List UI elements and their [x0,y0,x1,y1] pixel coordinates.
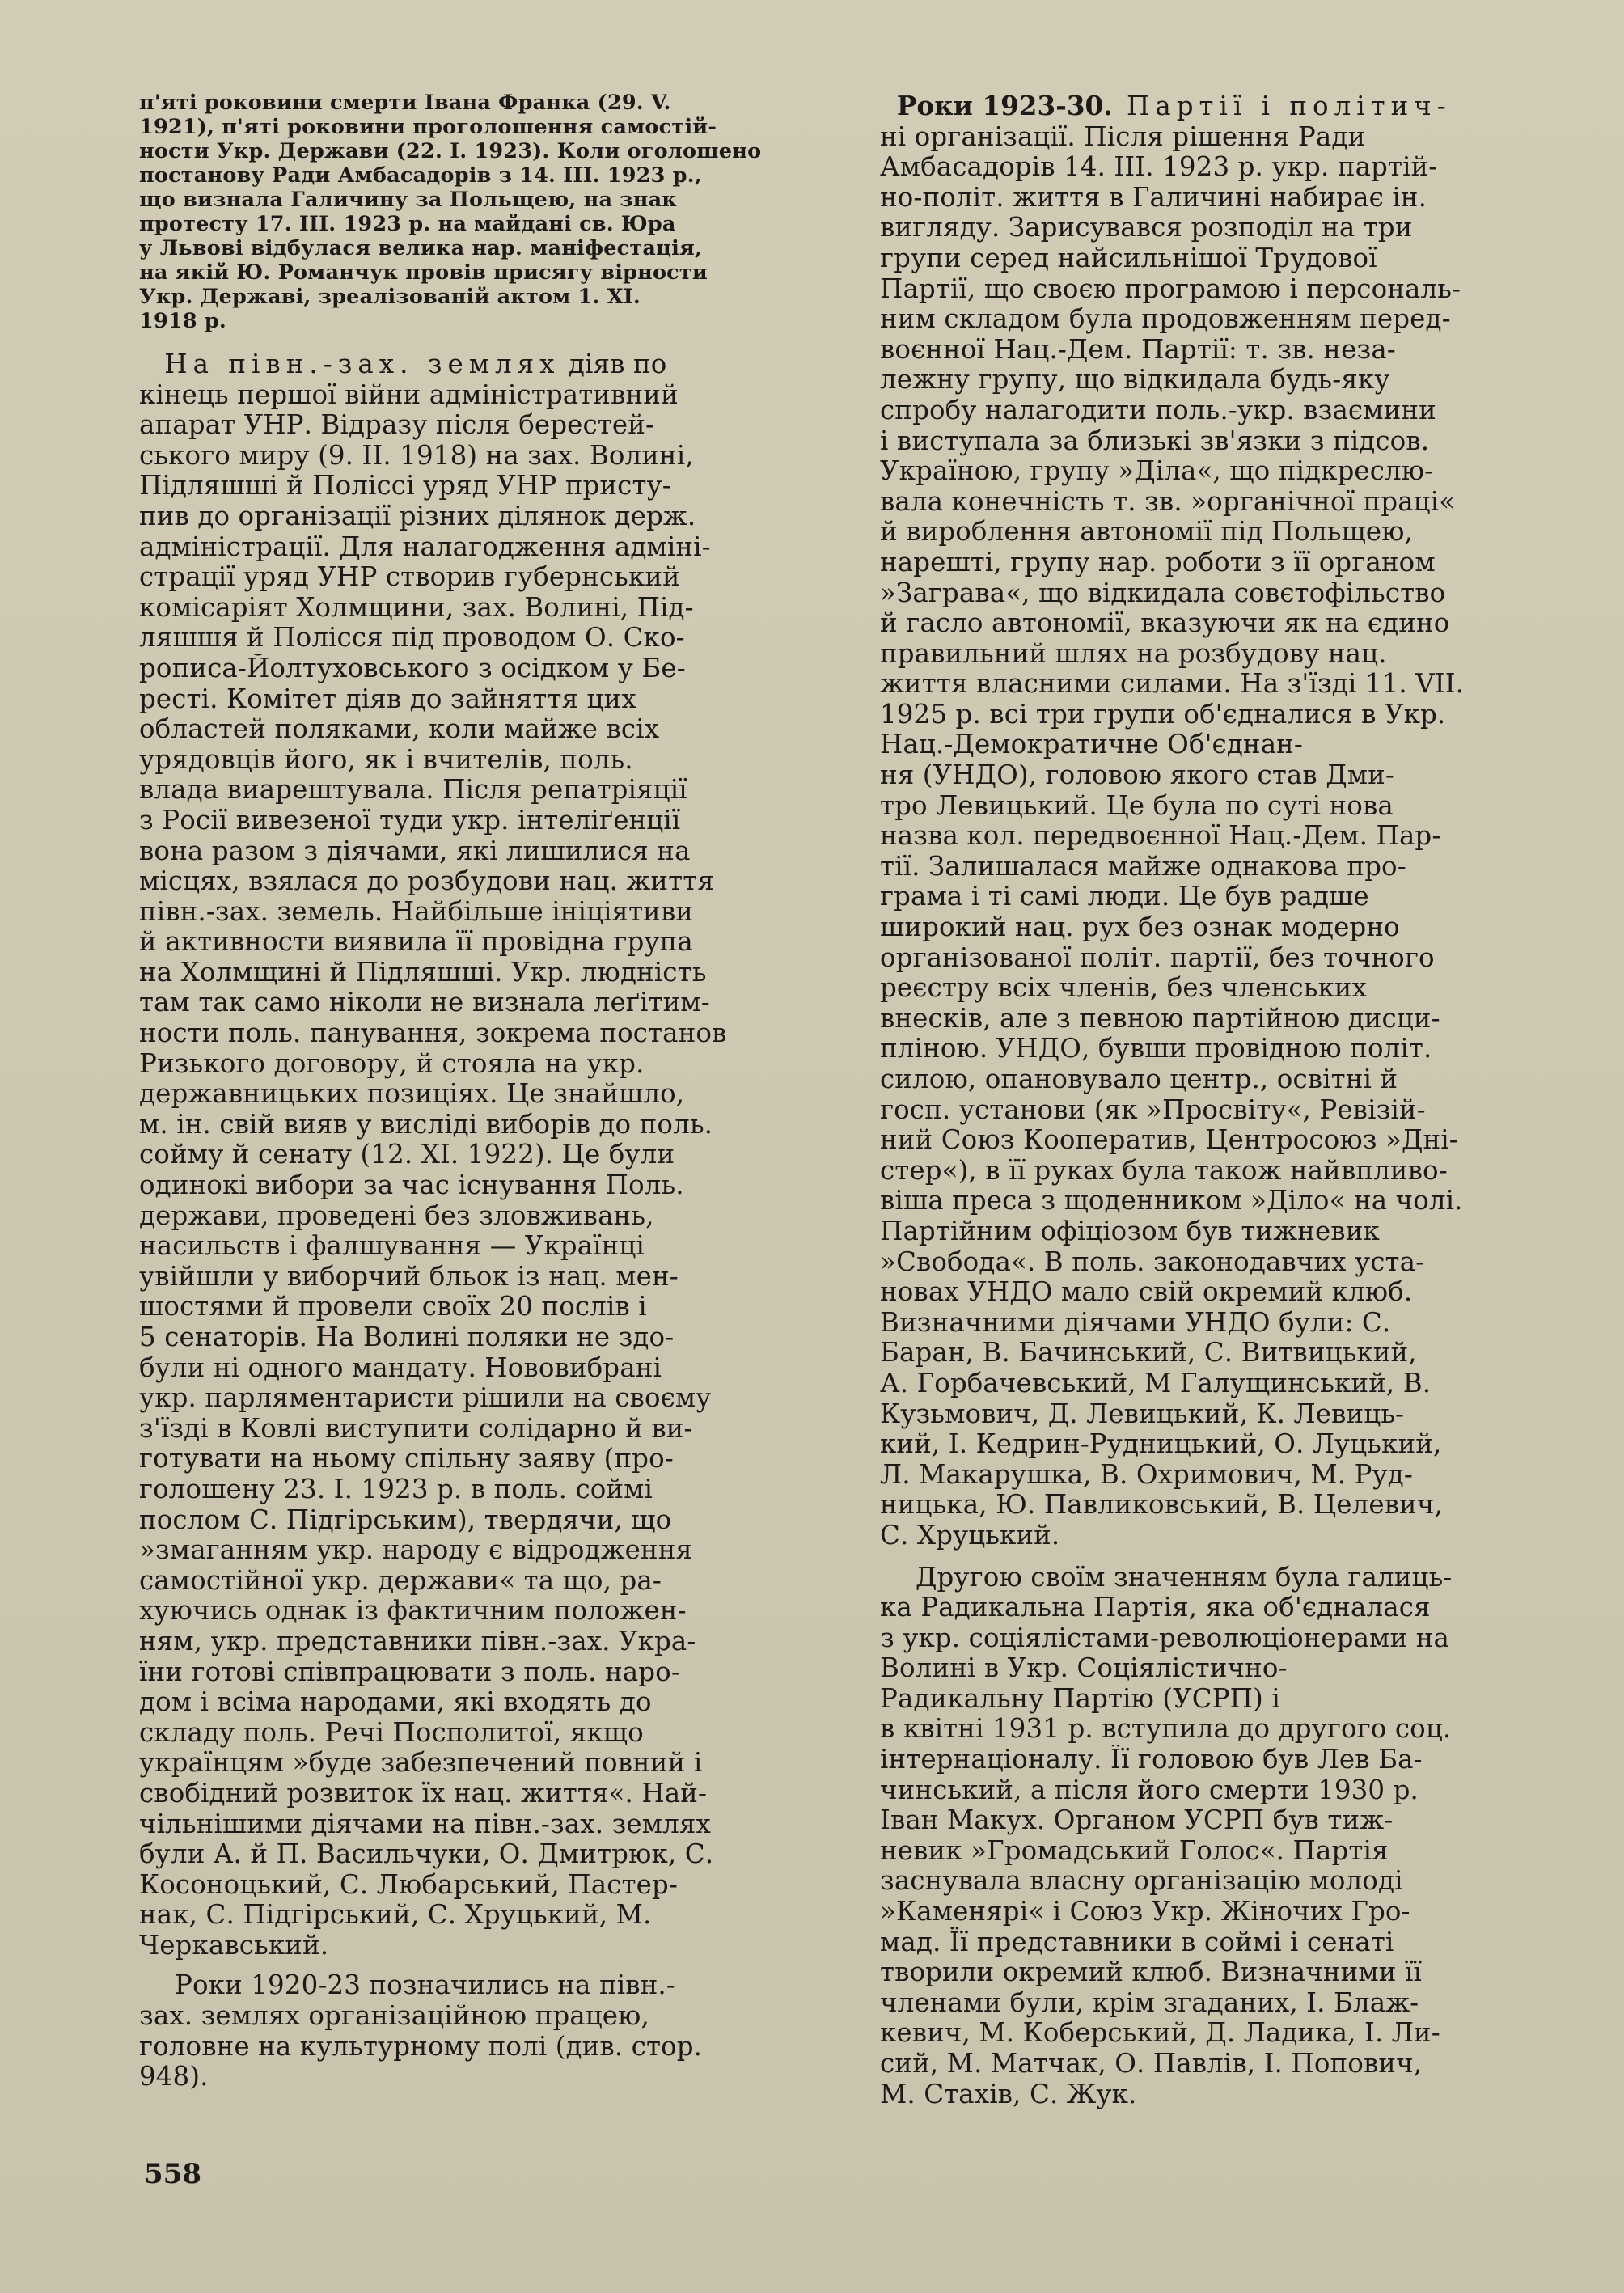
paragraph-first-line [139,349,828,380]
text-line: шостями й провели своїх 20 послів і [139,1292,647,1322]
text-line: Нац.-Демократичне Об'єднан- [880,730,1304,760]
text-line: ня (УНДО), головою якого став Дми- [880,760,1394,791]
text-line: правильний шлях на розбудову нац. [880,638,1387,669]
text-line: послом С. Підгірським), твердячи, що [139,1504,672,1535]
text-line: з Росії вивезеної туди укр. інтеліґенції [139,805,681,836]
text-line: сойму й сенату (12. XI. 1922). Це були [139,1140,675,1170]
text-line: ницька, Ю. Павликовський, В. Целевич, [880,1490,1443,1521]
text-line: мад. Її представники в соймі і сенаті [880,1927,1394,1957]
text-line: що визнала Галичину за Польщею, на знак [139,188,677,212]
text-line: ресті. Комітет діяв до зайняття цих [139,683,636,714]
text-line: Підляшші й Поліссі уряд УНР присту- [139,471,671,501]
text-line: ляшшя й Полісся під проводом О. Ско- [139,623,685,654]
text-line: новах УНДО мало свій окремий клюб. [880,1277,1413,1308]
text-line: 1925 р. всі три групи об'єдналися в Укр. [880,699,1446,730]
text-line: й активности виявила її провідна група [139,927,693,958]
text-line: 1921), п'яті роковини проголошення самостій- [139,115,717,139]
text-line: Україною, групу »Діла«, що підкреслю- [880,456,1434,487]
text-line: тії. Залишалася майже однакова про- [880,851,1406,882]
text-line: і виступала за близькі зв'язки з підсов. [880,425,1430,456]
text-line: державницьких позиціях. Це знайшло, [139,1079,685,1110]
text-line: нак, С. Підгірський, С. Хруцький, М. [139,1900,652,1931]
text-line: були А. й П. Васильчуки, О. Дмитрюк, С. [139,1839,714,1870]
text-line: »Свобода«. В поль. законодавчих уста- [880,1246,1425,1277]
text-line: й гасло автономії, вказуючи як на єдино [880,608,1450,639]
text-line: силою, опановувало центр., освітні й [880,1064,1398,1094]
section-subheading-parties: Партії і політич- [1112,91,1452,121]
text-line: м. ін. свій вияв у висліді виборів до поль. [139,1109,713,1140]
paragraph-gap [880,1551,1566,1563]
text-line: рописа-Йолтуховського з осідком у Бе- [139,653,686,683]
text-line: адміністрації. Для налагодження адміні- [139,531,711,562]
text-line: влада виарештувала. Після репатріяції [139,775,687,806]
text-line: 1918 р. [139,309,226,333]
radical-party-paragraph [880,1563,1566,2110]
text-line: чільнішими діячами на півн.-зах. землях [139,1809,711,1839]
text-line: Іван Макух. Органом УСРП був тиж- [880,1805,1394,1836]
text-line: Другою своїм значенням була галиць- [916,1562,1453,1593]
years-1923-30-paragraph [880,91,1566,1551]
paragraph-gap [139,333,828,349]
text-line: творили окремий клюб. Визначними її [880,1957,1422,1988]
text-line: страції уряд УНР створив губернський [139,562,680,593]
text-line: реєстру всіх членів, без членських [880,973,1368,1004]
text-line: Баран, В. Бачинський, С. Витвицький, [880,1338,1417,1369]
section-heading-years: Роки 1923-30. [896,91,1113,121]
text-line: вигляду. Зарисувався розподіл на три [880,213,1413,243]
text-line: ка Радикальна Партія, яка об'єдналася [880,1593,1431,1623]
text-line: ности Укр. Держави (22. I. 1923). Коли оголошено [139,139,762,163]
text-line: протесту 17. III. 1923 р. на майдані св. Юра [139,212,676,236]
text-line: С. Хруцький. [880,1520,1060,1551]
text-line: організованої політ. партії, без точного [880,942,1435,973]
text-line: свобідний розвиток їх нац. життя«. Най- [139,1778,708,1809]
text-line: апарат УНР. Відразу після берестей- [139,410,655,441]
text-line: одинокі вибори за час існування Поль. [139,1170,684,1201]
text-line: Л. Макарушка, В. Охримович, М. Руд- [880,1459,1413,1490]
text-line: »Заграва«, що відкидала совєтофільство [880,577,1446,608]
text-line: лежну групу, що відкидала будь-яку [880,365,1390,396]
text-line: пліною. УНДО, бувши провідною політ. [880,1034,1432,1064]
text-line: держави, проведені без зловживань, [139,1200,654,1231]
text-line: госп. установи (як »Просвіту«, Ревізій- [880,1094,1426,1125]
text-line: ні організації. Після рішення Ради [880,121,1366,152]
text-line: Партійним офіціозом був тижневик [880,1216,1380,1246]
text-line: Партії, що своєю програмою і персональ- [880,273,1461,304]
text-line: віша преса з щоденником »Діло« на чолі. [880,1186,1463,1216]
text-line: Амбасадорів 14. III. 1923 р. укр. партій- [880,152,1438,183]
text-line: на якій Ю. Романчук провів присягу вірности [139,260,708,285]
text-line: Волині в Укр. Соціялістично- [880,1653,1288,1684]
text-line: 5 сенаторів. На Волині поляки не здо- [139,1322,675,1352]
text-line: Черкавський. [139,1930,329,1961]
northwest-lands-paragraph [139,349,828,1961]
text-line: складу поль. Речі Посполитої, якщо [139,1717,644,1748]
first-line-rest: діяв по [560,349,667,379]
text-line: ського миру (9. II. 1918) на зах. Волині, [139,440,694,471]
text-line: з укр. соціялістами-революціонерами на [880,1622,1449,1653]
text-line: спробу налагодити поль.-укр. взаємини [880,395,1436,425]
text-line: самостійної укр. держави« та що, ра- [139,1565,662,1596]
text-line: ний Союз Кооператив, Центросоюз »Дні- [880,1125,1458,1156]
text-line: укр. парляментаристи рішили на своєму [139,1383,712,1414]
text-line: з'їзді в Ковлі виступити солідарно й ви- [139,1413,693,1444]
text-line: п'яті роковини смерти Івана Франка (29. V. [139,91,671,115]
text-line: групи серед найсильнішої Трудової [880,243,1377,273]
text-line: Роки 1920-23 позначились на півн.- [175,1970,675,2001]
text-line: тро Левицький. Це була по суті нова [880,790,1394,821]
text-line: хуючись однак із фактичним положен- [139,1596,687,1627]
text-line: невик »Громадський Голос«. Партія [880,1835,1389,1866]
text-line: життя власними силами. На з'їзді 11. VII. [880,669,1465,700]
text-line: Ризького договору, й стояла на укр. [139,1048,645,1079]
text-line: широкий нац. рух без ознак модерно [880,912,1400,943]
text-line: були ні одного мандату. Нововибрані [139,1352,662,1383]
text-line: заснувала власну організацію молоді [880,1866,1403,1897]
text-line: комісаріят Холмщини, зах. Волині, Під- [139,592,694,623]
text-line: увійшли у виборчий бльок із нац. мен- [139,1261,679,1292]
text-line: Радикальну Партію (УСРП) і [880,1683,1280,1714]
text-line: й вироблення автономії під Польщею, [880,517,1413,548]
text-line: постанову Ради Амбасадорів з 14. III. 1923 р., [139,163,702,188]
text-line: урядовців його, як і вчителів, поль. [139,744,633,775]
left-column [139,91,828,2092]
years-1920-23-paragraph [139,1970,828,2092]
page-number: 558 [144,2158,201,2190]
text-line: чинський, а після його смерти 1930 р. [880,1775,1419,1805]
text-line: назва кол. передвоєнної Нац.-Дем. Пар- [880,821,1441,852]
text-line: дом і всіма народами, які входять до [139,1687,652,1718]
text-line: грама і ті самі люди. Це був радше [880,882,1369,912]
text-line: Косоноцький, С. Любарський, Пастер- [139,1869,678,1900]
text-line: ним складом була продовженням перед- [880,304,1451,335]
text-line: воєнної Нац.-Дем. Партії: т. зв. неза- [880,334,1396,365]
text-line: кінець першої війни адміністративний [139,379,679,410]
text-line: там так само ніколи не визнала леґітим- [139,988,710,1018]
text-line: А. Горбачевський, М Галущинський, В. [880,1368,1432,1398]
text-line: пив до організації різних ділянок держ. [139,501,696,531]
text-line: зах. землях організаційною працею, [139,2001,649,2032]
paragraph-first-line [880,91,1566,122]
text-line: у Львові відбулася велика нар. маніфестація, [139,236,703,260]
text-line: кий, І. Кедрин-Рудницький, О. Луцький, [880,1429,1442,1460]
text-line: »змаганням укр. народу є відродження [139,1535,693,1566]
intro-paragraph [139,91,828,333]
text-line: 948). [139,2062,209,2092]
text-line: голошену 23. I. 1923 р. в поль. соймі [139,1474,653,1504]
text-line: на Холмщині й Підляшші. Укр. людність [139,957,707,988]
text-line: інтернаціоналу. Її головою був Лев Ба- [880,1745,1423,1775]
text-line: кевич, М. Коберський, Д. Ладика, І. Ли- [880,2018,1440,2049]
text-line: М. Стахів, С. Жук. [880,2079,1137,2109]
text-line: вона разом з діячами, які лишилися на [139,836,691,866]
text-line: Визначними діячами УНДО були: С. [880,1307,1391,1338]
text-line: ности поль. панування, зокрема постанов [139,1018,727,1049]
text-line: нарешті, групу нар. роботи з її органом [880,547,1436,577]
text-line: Кузьмович, Д. Левицький, К. Левиць- [880,1398,1405,1429]
text-line: ням, укр. представники півн.-зах. Укра- [139,1626,696,1656]
paragraph-gap [139,1961,828,1970]
text-line: українцям »буде забезпечений повний і [139,1748,703,1779]
text-line: »Каменярі« і Союз Укр. Жіночих Гро- [880,1897,1410,1927]
text-line: внесків, але з певною партійною дисци- [880,1003,1440,1034]
text-line: но-політ. життя в Галичині набирає ін. [880,182,1427,213]
text-line: півн.-зах. земель. Найбільше ініціятиви [139,896,694,927]
text-line: місцях, взялася до розбудови нац. життя [139,866,714,897]
text-line: членами були, крім згаданих, І. Блаж- [880,1987,1419,2018]
text-line: готувати на ньому спільну заяву (про- [139,1444,674,1474]
right-column [880,91,1566,2109]
text-line: сий, М. Матчак, О. Павлів, І. Попович, [880,2049,1423,2079]
text-line: Укр. Державі, зреалізованій актом 1. XI. [139,285,641,309]
text-line: в квітні 1931 р. вступила до другого соц. [880,1714,1452,1745]
text-line: їни готові співпрацювати з поль. наро- [139,1656,680,1687]
text-line: стер«), в її руках була також найвпливо- [880,1155,1448,1186]
text-line: областей поляками, коли майже всіх [139,714,660,745]
section-heading-northwest: На півн.-зах. землях [164,349,560,379]
text-line: вала конечність т. зв. »органічної праці« [880,486,1456,517]
text-line: головне на культурному полі (див. стор. [139,2031,703,2062]
text-line: насильств і фалшування — Українці [139,1231,645,1262]
